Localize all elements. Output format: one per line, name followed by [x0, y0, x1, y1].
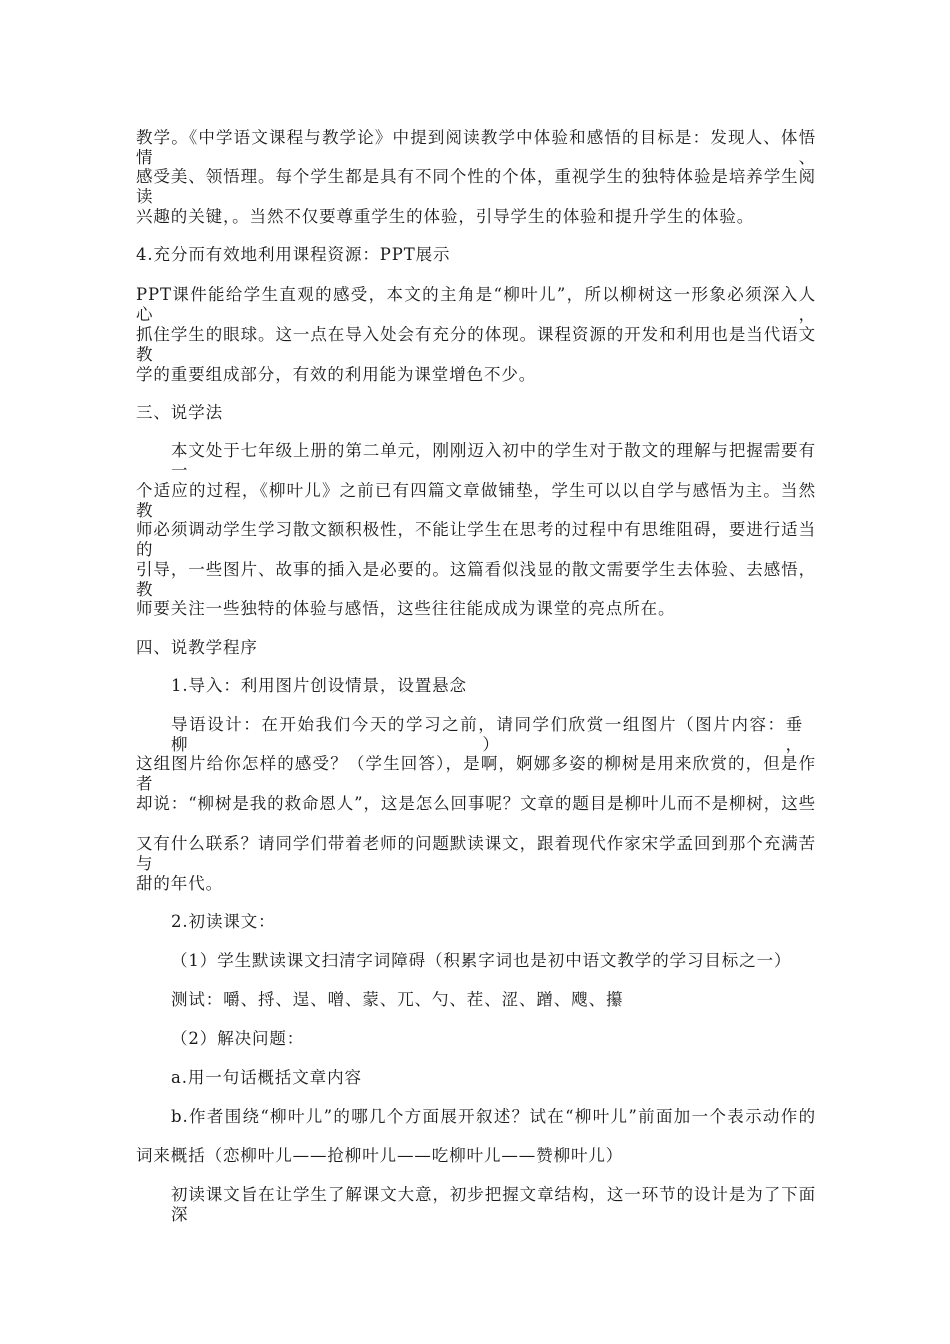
- text-line: 本文处于七年级上册的第二单元，刚刚迈入初中的学生对于散文的理解与把握需要有一: [171, 441, 816, 480]
- text-line: （2）解决问题：: [171, 1029, 305, 1048]
- text-line: 师要关注一些独特的体验与感悟，这些往往能成成为课堂的亮点所在。: [136, 599, 676, 618]
- subsection-heading: 2.初读课文：: [171, 912, 276, 931]
- text-line: a.用一句话概括文章内容: [171, 1068, 362, 1087]
- text-line: 却说：“柳树是我的救命恩人”，这是怎么回事呢？文章的题目是柳叶儿而不是柳树，这些: [136, 794, 816, 813]
- text-line: 抓住学生的眼球。这一点在导入处会有充分的体现。课程资源的开发和利用也是当代语文教: [136, 325, 816, 364]
- text-line: b.作者围绕“柳叶儿”的哪几个方面展开叙述？试在“柳叶儿”前面加一个表示动作的: [171, 1107, 816, 1126]
- text-line: 词来概括（恋柳叶儿——抢柳叶儿——吃柳叶儿——赞柳叶儿）: [136, 1146, 624, 1165]
- text-line: 这组图片给你怎样的感受？（学生回答），是啊，婀娜多姿的柳树是用来欣赏的，但是作者: [136, 754, 816, 793]
- text-line: （1）学生默读课文扫清字词障碍（积累字词也是初中语文教学的学习目标之一）: [171, 951, 792, 970]
- text-line: 个适应的过程，《柳叶儿》之前已有四篇文章做铺垫，学生可以以自学与感悟为主。当然教: [136, 481, 816, 520]
- subsection-heading: 1.导入：利用图片创设情景，设置悬念: [171, 676, 467, 695]
- text-line: 初读课文旨在让学生了解课文大意，初步把握文章结构，这一环节的设计是为了下面深: [171, 1185, 816, 1224]
- text-line: 引导，一些图片、故事的插入是必要的。这篇看似浅显的散文需要学生去体验、去感悟，教: [136, 560, 816, 599]
- section-heading: 三、说学法: [136, 403, 223, 422]
- section-heading: 4.充分而有效地利用课程资源：PPT展示: [136, 245, 451, 264]
- text-line: 教学。《中学语文课程与教学论》中提到阅读教学中体验和感悟的目标是：发现人、体悟情、: [136, 128, 816, 167]
- text-line: 导语设计：在开始我们今天的学习之前，请同学们欣赏一组图片（图片内容：垂柳），: [171, 715, 803, 754]
- text-line: PPT课件能给学生直观的感受，本文的主角是“柳叶儿”，所以柳树这一形象必须深入人心，: [136, 285, 816, 324]
- text-line: 测试：嚼、捋、逞、噌、蒙、兀、勺、茬、涩、蹭、飕、攥: [171, 990, 624, 1009]
- text-line: 甜的年代。: [136, 874, 223, 893]
- text-line: 兴趣的关键，。当然不仅要尊重学生的体验，引导学生的体验和提升学生的体验。: [136, 207, 755, 226]
- text-line: 师必须调动学生学习散文额积极性，不能让学生在思考的过程中有思维阻碍，要进行适当的: [136, 520, 816, 559]
- text-line: 感受美、领悟理。每个学生都是具有不同个性的个体，重视学生的独特体验是培养学生阅读: [136, 167, 816, 206]
- text-line: 学的重要组成部分，有效的利用能为课堂增色不少。: [136, 365, 537, 384]
- text-line: 又有什么联系？请同学们带着老师的问题默读课文，跟着现代作家宋学孟回到那个充满苦与: [136, 834, 816, 873]
- section-heading: 四、说教学程序: [136, 638, 258, 657]
